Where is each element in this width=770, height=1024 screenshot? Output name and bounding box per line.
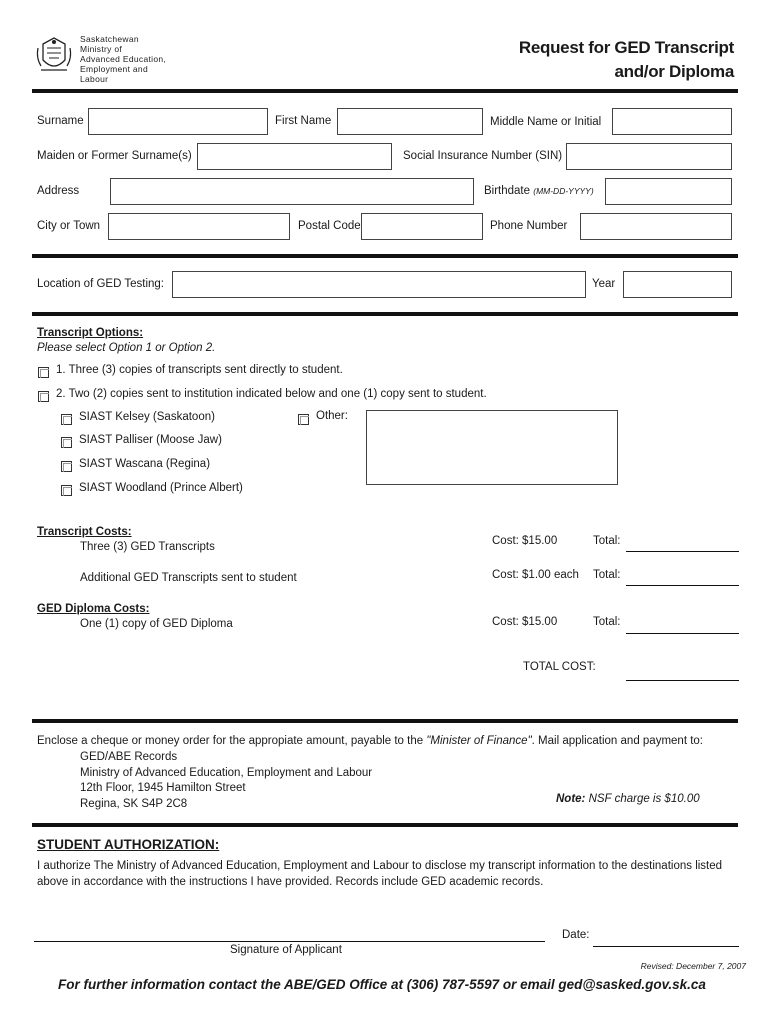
option1-label: 1. Three (3) copies of transcripts sent directly to student. <box>56 364 343 376</box>
transcript-options-heading: Transcript Options: <box>37 327 144 339</box>
item3-total-field[interactable] <box>626 633 739 634</box>
first-name-label: First Name <box>275 115 332 127</box>
siast-woodland-label: SIAST Woodland (Prince Albert) <box>79 482 243 494</box>
other-checkbox[interactable] <box>298 414 309 425</box>
surname-label: Surname <box>37 115 84 127</box>
date-label: Date: <box>562 929 590 941</box>
signature-line[interactable] <box>34 941 545 942</box>
item1-cost: Cost: $15.00 <box>492 535 558 547</box>
siast-palliser-checkbox[interactable] <box>61 437 72 448</box>
siast-palliser-label: SIAST Palliser (Moose Jaw) <box>79 434 222 446</box>
siast-woodland-checkbox[interactable] <box>61 485 72 496</box>
item2-total-field[interactable] <box>626 585 739 586</box>
item1-label: Three (3) GED Transcripts <box>80 541 215 553</box>
total-cost-label: TOTAL COST: <box>523 661 596 673</box>
option2-label: 2. Two (2) copies sent to institution indicated below and one (1) copy sent to student. <box>56 388 487 400</box>
transcript-options-instruction: Please select Option 1 or Option 2. <box>37 342 216 354</box>
surname-input[interactable] <box>88 108 268 135</box>
city-input[interactable] <box>108 213 290 240</box>
ministry-name: Saskatchewan Ministry of Advanced Education, Employment and Labour <box>80 34 167 84</box>
contact-info: For further information contact the ABE/GED Office at (306) 787-5597 or email ged@sasked.gov.sk.ca <box>58 977 706 992</box>
phone-input[interactable] <box>580 213 732 240</box>
option1-checkbox[interactable] <box>38 367 49 378</box>
ged-location-label: Location of GED Testing: <box>37 278 164 290</box>
phone-label: Phone Number <box>490 220 568 232</box>
ged-location-input[interactable] <box>172 271 586 298</box>
maiden-name-input[interactable] <box>197 143 392 170</box>
section-divider-1 <box>32 254 738 258</box>
payment-instruction: Enclose a cheque or money order for the appropiate amount, payable to the "Minister of Finance". Mail application and payment to: <box>37 735 703 747</box>
siast-kelsey-checkbox[interactable] <box>61 414 72 425</box>
siast-kelsey-label: SIAST Kelsey (Saskatoon) <box>79 411 215 423</box>
transcript-costs-heading: Transcript Costs: <box>37 526 132 538</box>
option2-checkbox[interactable] <box>38 391 49 402</box>
middle-name-input[interactable] <box>612 108 732 135</box>
year-label: Year <box>592 278 616 290</box>
section-divider-3 <box>32 719 738 723</box>
item2-total-label: Total: <box>593 569 621 581</box>
item3-label: One (1) copy of GED Diploma <box>80 618 233 630</box>
item2-cost: Cost: $1.00 each <box>492 569 579 581</box>
postal-code-label: Postal Code <box>298 220 361 232</box>
authorization-heading: STUDENT AUTHORIZATION: <box>37 837 220 852</box>
first-name-input[interactable] <box>337 108 483 135</box>
item3-cost: Cost: $15.00 <box>492 616 558 628</box>
nsf-note: Note: NSF charge is $10.00 <box>556 793 700 805</box>
birthdate-label: Birthdate (MM-DD-YYYY) <box>484 185 594 197</box>
signature-label: Signature of Applicant <box>230 944 342 956</box>
postal-code-input[interactable] <box>361 213 483 240</box>
item1-total-field[interactable] <box>626 551 739 552</box>
birthdate-format: (MM-DD-YYYY) <box>533 186 594 196</box>
header-divider <box>32 89 738 93</box>
payee: "Minister of Finance" <box>426 735 532 747</box>
authorization-text: I authorize The Ministry of Advanced Education, Employment and Labour to disclose my transcript information to the destinations listed above in accordance with the instructions I have provided. Records include GED academic records. <box>37 860 723 888</box>
item1-total-label: Total: <box>593 535 621 547</box>
page-title: Request for GED Transcript and/or Diploma <box>518 38 734 81</box>
middle-name-label: Middle Name or Initial <box>490 116 602 128</box>
sin-input[interactable] <box>566 143 732 170</box>
section-divider-4 <box>32 823 738 827</box>
mailing-address: GED/ABE Records Ministry of Advanced Education, Employment and Labour 12th Floor, 1945 Hamilton Street Regina, SK S4P 2C8 <box>80 751 373 810</box>
total-cost-field[interactable] <box>626 680 739 681</box>
address-label: Address <box>37 185 80 197</box>
birthdate-input[interactable] <box>605 178 732 205</box>
siast-wascana-label: SIAST Wascana (Regina) <box>79 458 211 470</box>
year-input[interactable] <box>623 271 732 298</box>
government-crest-icon <box>35 34 73 76</box>
revised-date: Revised: December 7, 2007 <box>640 961 746 971</box>
item3-total-label: Total: <box>593 616 621 628</box>
maiden-name-label: Maiden or Former Surname(s) <box>37 150 192 162</box>
other-label: Other: <box>316 410 348 422</box>
siast-wascana-checkbox[interactable] <box>61 461 72 472</box>
section-divider-2 <box>32 312 738 316</box>
item2-label: Additional GED Transcripts sent to student <box>80 572 297 584</box>
sin-label: Social Insurance Number (SIN) <box>403 150 563 162</box>
address-input[interactable] <box>110 178 474 205</box>
diploma-costs-heading: GED Diploma Costs: <box>37 603 150 615</box>
other-institution-input[interactable] <box>366 410 618 485</box>
date-field[interactable] <box>593 946 739 947</box>
city-label: City or Town <box>37 220 101 232</box>
